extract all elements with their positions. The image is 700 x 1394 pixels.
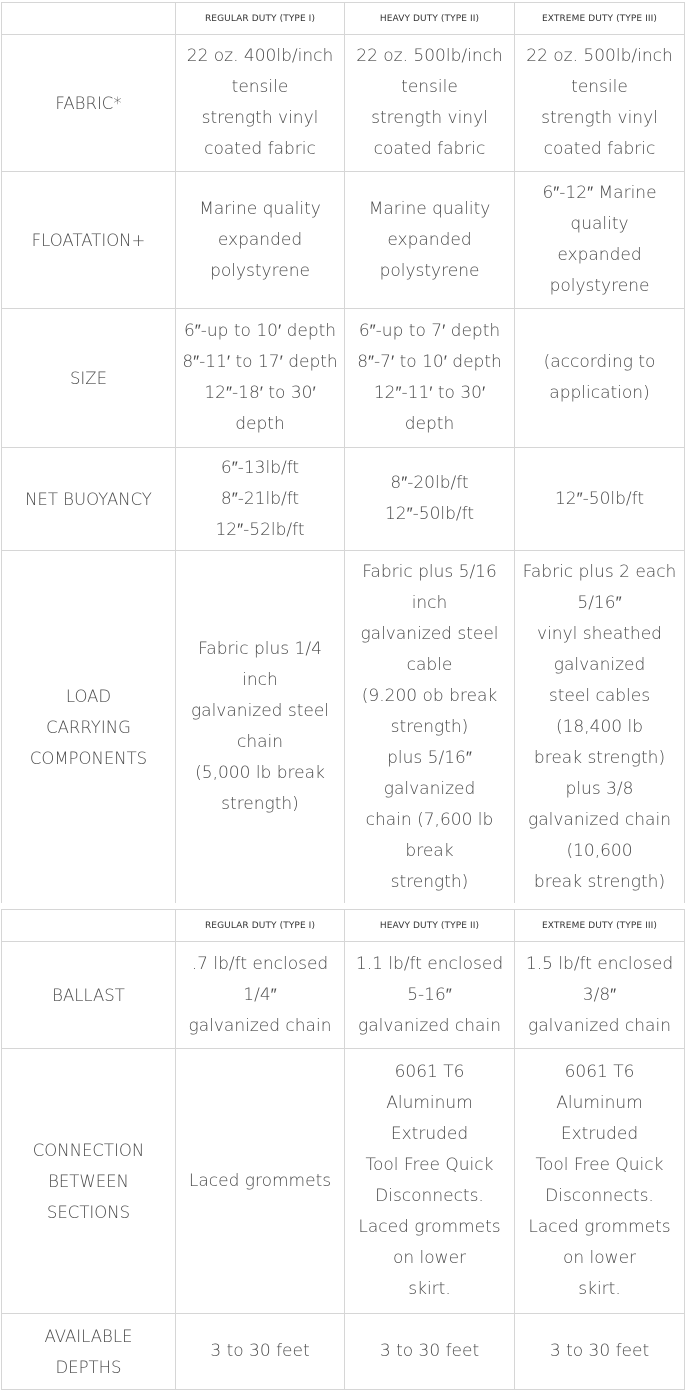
buoyancy-regular: 6″-13lb/ft 8″-21lb/ft 12″-52lb/ft	[176, 448, 345, 551]
ballast-heavy: 1.1 lb/ft enclosed 5-16″ galvanized chain	[345, 942, 515, 1049]
row-ballast	[2, 942, 685, 1049]
connection-regular: Laced grommets	[176, 1049, 345, 1314]
row-label-load-carrying: LOAD CARRYING COMPONENTS	[2, 551, 176, 904]
fabric-regular: 22 oz. 400lb/inch tensile strength vinyl coated fabric	[176, 35, 345, 172]
size-heavy: 6″-up to 7′ depth 8″-7′ to 10′ depth 12″-11′ to 30′ depth	[345, 309, 515, 448]
spec-table-part-1	[1, 2, 685, 903]
row-connection	[2, 1049, 685, 1314]
header-blank	[2, 3, 176, 35]
load-heavy: Fabric plus 5/16 inch galvanized steel cable (9.200 ob break strength) plus 5/16″ galvanized chain (7,600 lb break strength)	[345, 551, 515, 904]
row-label-net-buoyancy: NET BUOYANCY	[2, 448, 176, 551]
load-regular: Fabric plus 1/4 inch galvanized steel chain (5,000 lb break strength)	[176, 551, 345, 904]
floatation-extreme: 6″-12″ Marine quality expanded polystyrene	[515, 172, 685, 309]
row-fabric	[2, 35, 685, 172]
connection-heavy: 6061 T6 Aluminum Extruded Tool Free Quick Disconnects. Laced grommets on lower skirt.	[345, 1049, 515, 1314]
buoyancy-extreme: 12″-50lb/ft	[515, 448, 685, 551]
header-extreme-duty: EXTREME DUTY (TYPE III)	[515, 3, 685, 35]
floatation-heavy: Marine quality expanded polystyrene	[345, 172, 515, 309]
row-floatation	[2, 172, 685, 309]
header-heavy-duty-repeat: HEAVY DUTY (TYPE II)	[345, 910, 515, 942]
depths-extreme: 3 to 30 feet	[515, 1314, 685, 1390]
spec-table-part-2	[1, 909, 685, 1390]
row-label-ballast: BALLAST	[2, 942, 176, 1049]
header-heavy-duty: HEAVY DUTY (TYPE II)	[345, 3, 515, 35]
size-regular: 6″-up to 10′ depth 8″-11′ to 17′ depth 12″-18′ to 30′ depth	[176, 309, 345, 448]
ballast-regular: .7 lb/ft enclosed 1/4″ galvanized chain	[176, 942, 345, 1049]
floatation-regular: Marine quality expanded polystyrene	[176, 172, 345, 309]
row-label-size: SIZE	[2, 309, 176, 448]
depths-regular: 3 to 30 feet	[176, 1314, 345, 1390]
row-label-floatation: FLOATATION+	[2, 172, 176, 309]
header-row-repeat	[2, 910, 685, 942]
row-size	[2, 309, 685, 448]
header-regular-duty: REGULAR DUTY (TYPE I)	[176, 3, 345, 35]
load-extreme: Fabric plus 2 each 5/16″ vinyl sheathed galvanized steel cables (18,400 lb break strength) plus 3/8 galvanized chain (10,600 break strength)	[515, 551, 685, 904]
header-blank-repeat	[2, 910, 176, 942]
fabric-extreme: 22 oz. 500lb/inch tensile strength vinyl coated fabric	[515, 35, 685, 172]
size-extreme: (according to application)	[515, 309, 685, 448]
row-available-depths	[2, 1314, 685, 1390]
fabric-heavy: 22 oz. 500lb/inch tensile strength vinyl coated fabric	[345, 35, 515, 172]
connection-extreme: 6061 T6 Aluminum Extruded Tool Free Quick Disconnects. Laced grommets on lower skirt.	[515, 1049, 685, 1314]
row-load-carrying	[2, 551, 685, 904]
row-label-available-depths: AVAILABLE DEPTHS	[2, 1314, 176, 1390]
header-regular-duty-repeat: REGULAR DUTY (TYPE I)	[176, 910, 345, 942]
depths-heavy: 3 to 30 feet	[345, 1314, 515, 1390]
header-extreme-duty-repeat: EXTREME DUTY (TYPE III)	[515, 910, 685, 942]
row-net-buoyancy	[2, 448, 685, 551]
buoyancy-heavy: 8″-20lb/ft 12″-50lb/ft	[345, 448, 515, 551]
ballast-extreme: 1.5 lb/ft enclosed 3/8″ galvanized chain	[515, 942, 685, 1049]
header-row	[2, 3, 685, 35]
row-label-fabric: FABRIC*	[2, 35, 176, 172]
row-label-connection: CONNECTION BETWEEN SECTIONS	[2, 1049, 176, 1314]
